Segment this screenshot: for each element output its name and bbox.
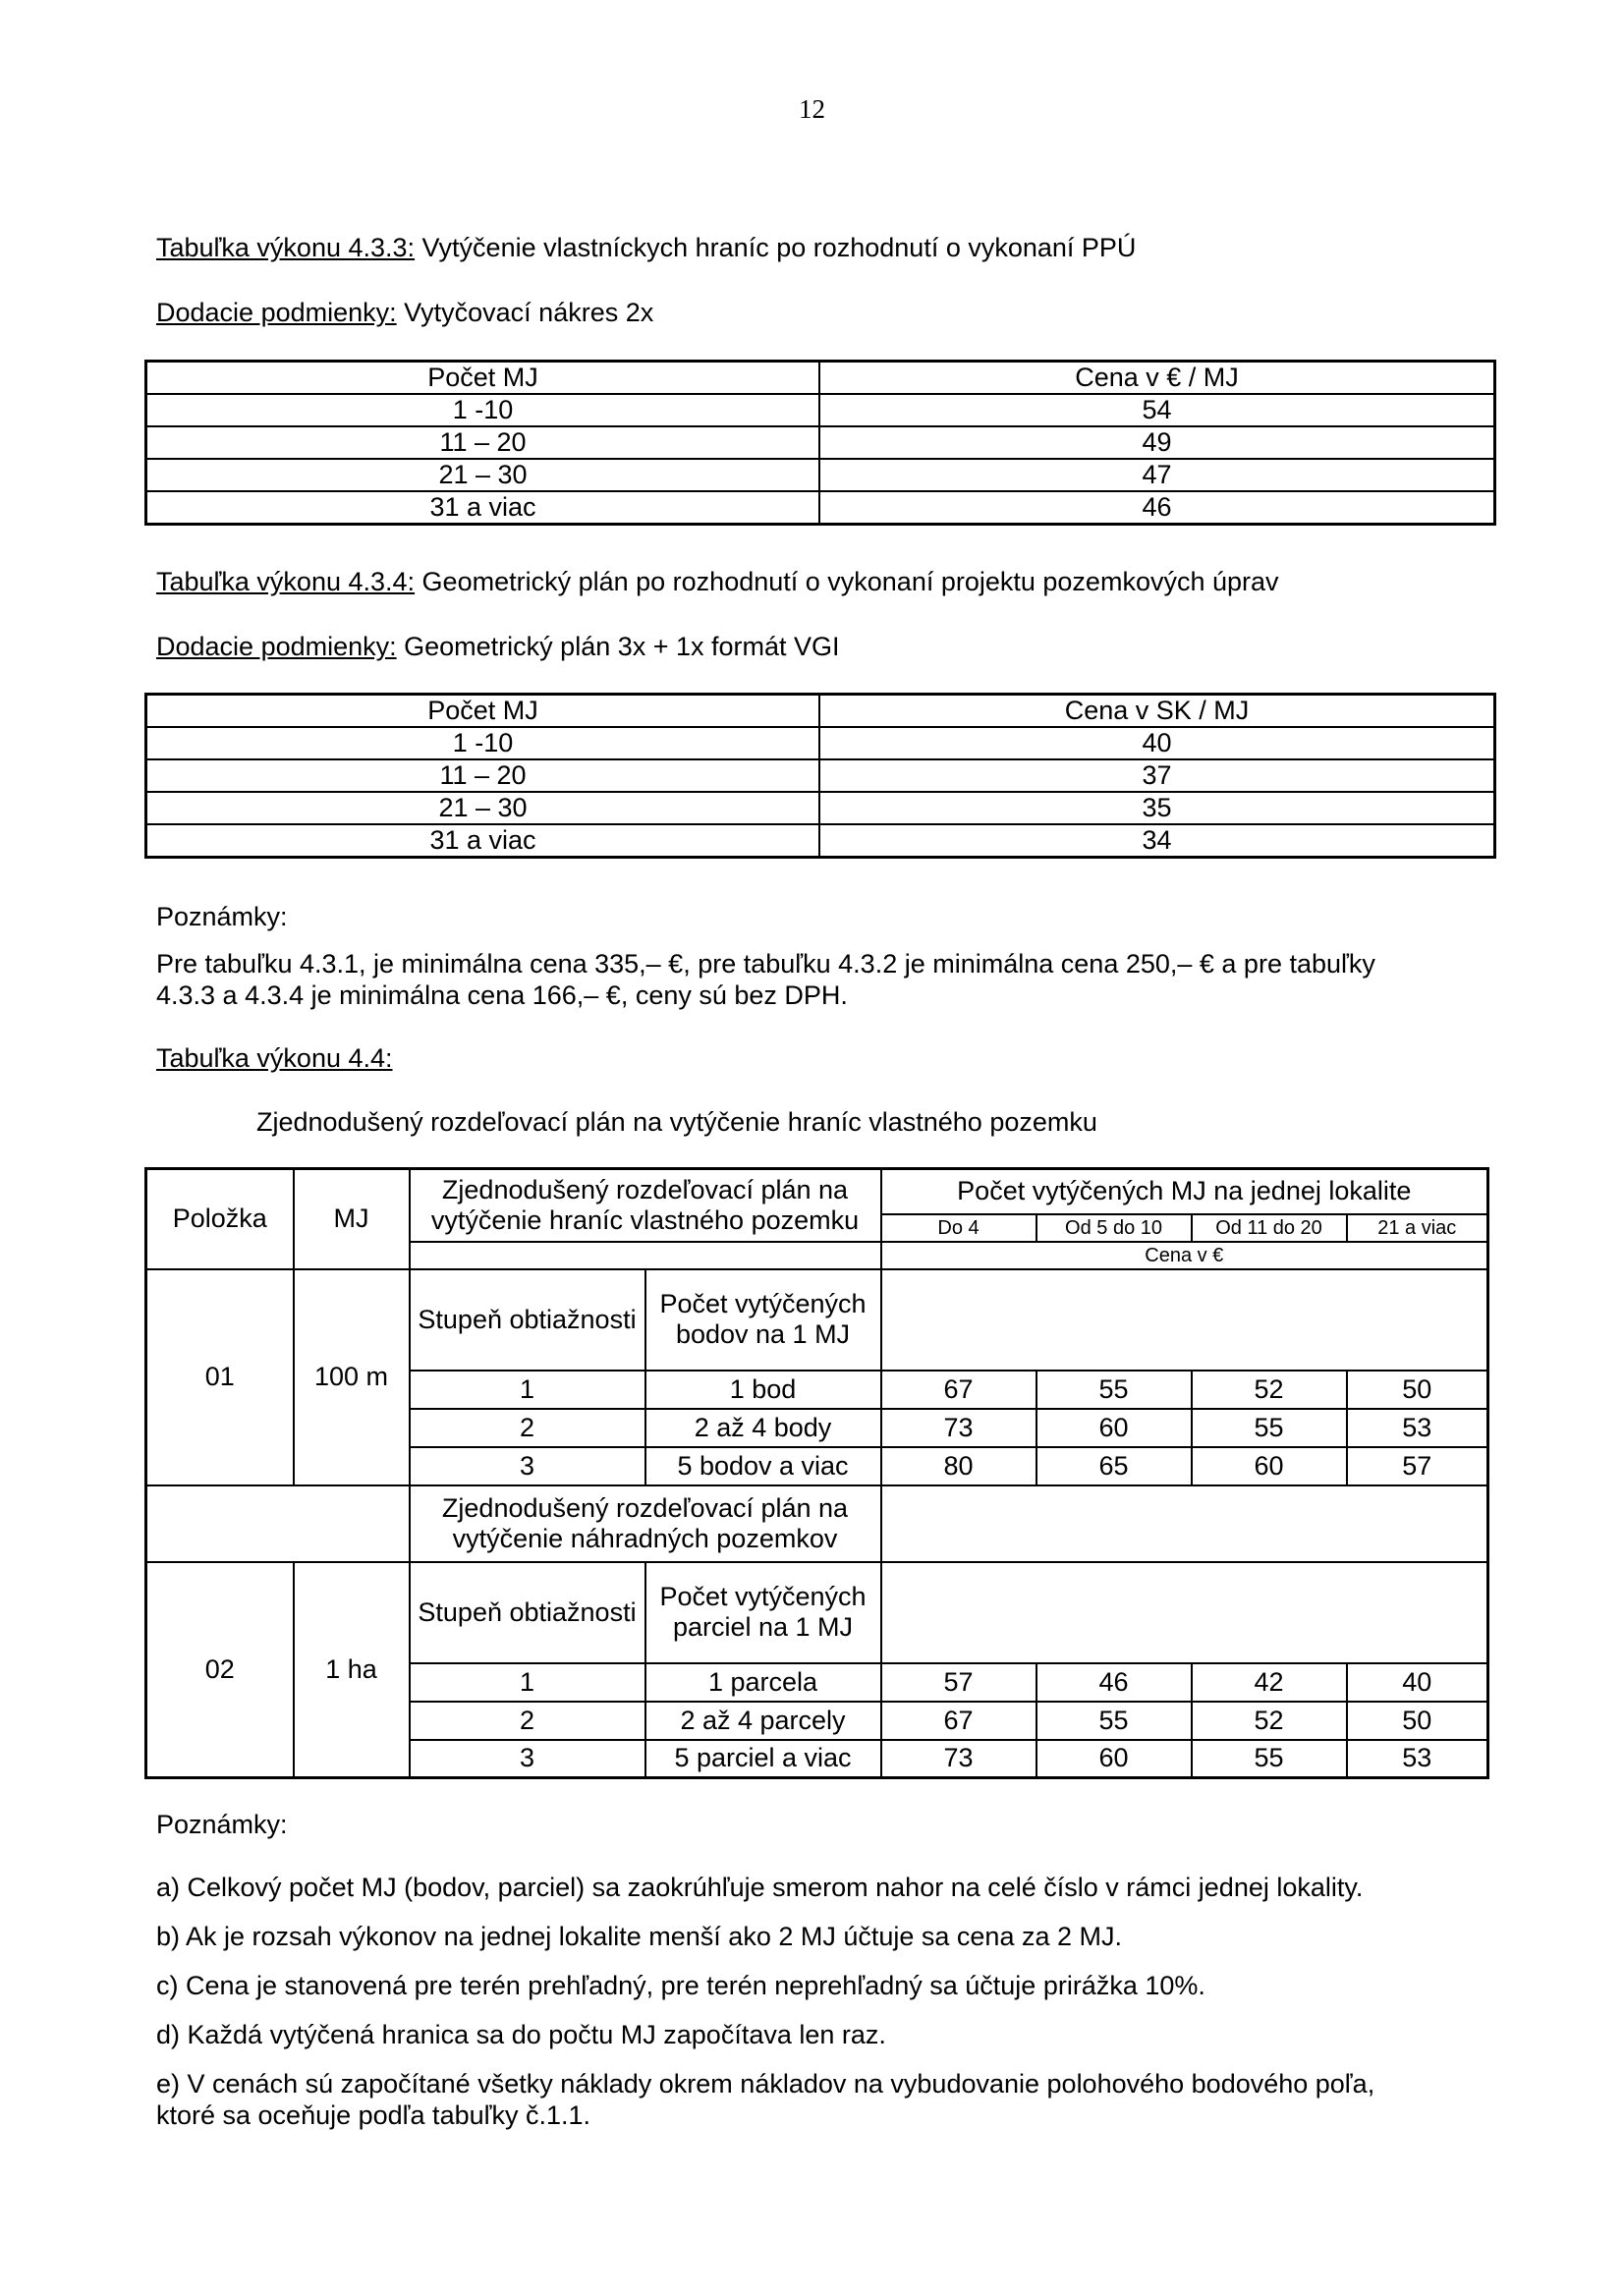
price-cell: 46 <box>819 491 1495 525</box>
header-mj: MJ <box>294 1169 410 1269</box>
table-row <box>146 727 1495 759</box>
count-cell: 21 – 30 <box>146 792 820 824</box>
table-4-3-3-title <box>156 232 1136 263</box>
price-cell: 52 <box>1192 1702 1347 1740</box>
table-4-3-4-title-text: Geometrický plán po rozhodnutí o vykonaní projektu pozemkových úprav <box>415 567 1279 596</box>
difficulty-header: Stupeň obtiažnosti <box>410 1269 645 1371</box>
count-cell: 1 -10 <box>146 394 820 426</box>
price-cell: 37 <box>819 759 1495 792</box>
price-cell: 42 <box>1192 1663 1347 1702</box>
table-row <box>146 459 1495 491</box>
difficulty-cell: 3 <box>410 1740 645 1778</box>
delivery-conditions-text: Vytyčovací nákres 2x <box>396 298 654 327</box>
delivery-conditions-1 <box>156 297 653 328</box>
table-row <box>146 426 1495 459</box>
price-cell: 40 <box>819 727 1495 759</box>
header-blank <box>410 1242 881 1269</box>
price-cell: 67 <box>881 1702 1036 1740</box>
count-cell: 11 – 20 <box>146 426 820 459</box>
price-cell: 54 <box>819 394 1495 426</box>
price-cell: 73 <box>881 1740 1036 1778</box>
range-11-20: Od 11 do 20 <box>1192 1214 1347 1242</box>
price-cell: 57 <box>1347 1447 1488 1485</box>
note-b: b) Ak je rozsah výkonov na jednej lokalite menší ako 2 MJ účtuje sa cena za 2 MJ. <box>156 1922 1122 1951</box>
price-cell: 40 <box>1347 1663 1488 1702</box>
difficulty-cell: 2 <box>410 1409 645 1447</box>
price-cell: 34 <box>819 824 1495 858</box>
header-count-per-location: Počet vytýčených MJ na jednej lokalite <box>881 1169 1488 1214</box>
count-cell: 11 – 20 <box>146 759 820 792</box>
difficulty-cell: 1 <box>410 1663 645 1702</box>
price-cell: 60 <box>1192 1447 1347 1485</box>
difficulty-header: Stupeň obtiažnosti <box>410 1562 645 1663</box>
price-cell: 47 <box>819 459 1495 491</box>
table-4-3-3 <box>144 360 1496 526</box>
price-cell: 52 <box>1192 1371 1347 1409</box>
parcels-header: Počet vytýčených parciel na 1 MJ <box>645 1562 881 1663</box>
table-4-3-3-title-text: Vytýčenie vlastníckych hraníc po rozhodnutí o vykonaní PPÚ <box>415 233 1137 262</box>
note-a: a) Celkový počet MJ (bodov, parciel) sa zaokrúhľuje smerom nahor na celé číslo v rámci jednej lokality. <box>156 1873 1364 1902</box>
price-cell: 49 <box>819 426 1495 459</box>
table-row <box>146 759 1495 792</box>
points-cell: 2 až 4 body <box>645 1409 881 1447</box>
header-description: Zjednodušený rozdeľovací plán na vytýčenie hraníc vlastného pozemku <box>410 1169 881 1242</box>
page-number: 12 <box>799 94 825 124</box>
table-row <box>146 792 1495 824</box>
notes-heading-1: Poznámky: <box>156 902 288 931</box>
header-count: Počet MJ <box>146 695 820 728</box>
count-cell: 31 a viac <box>146 824 820 858</box>
empty-cell <box>881 1269 1488 1371</box>
parcels-cell: 2 až 4 parcely <box>645 1702 881 1740</box>
empty-cell <box>881 1562 1488 1663</box>
header-count: Počet MJ <box>146 362 820 395</box>
table-4-3-4-title <box>156 566 1279 597</box>
price-cell: 73 <box>881 1409 1036 1447</box>
price-cell: 53 <box>1347 1409 1488 1447</box>
table-4-4-title <box>156 1042 393 1074</box>
substitute-plots-description: Zjednodušený rozdeľovací plán na vytýčenie náhradných pozemkov <box>410 1485 881 1562</box>
note-minimum-price-line2: 4.3.3 a 4.3.4 je minimálna cena 166,– €, ceny sú bez DPH. <box>156 980 848 1010</box>
table-header-row <box>146 1169 1488 1214</box>
price-cell: 55 <box>1192 1740 1347 1778</box>
price-cell: 65 <box>1036 1447 1192 1485</box>
price-cell: 46 <box>1036 1663 1192 1702</box>
price-cell: 50 <box>1347 1702 1488 1740</box>
note-c: c) Cena je stanovená pre terén prehľadný, pre terén neprehľadný sa účtuje prirážka 10%. <box>156 1971 1205 2000</box>
table-header-row <box>146 695 1495 728</box>
polozka-cell: 02 <box>146 1562 294 1778</box>
delivery-conditions-2 <box>156 631 840 662</box>
table-row <box>146 1269 1488 1371</box>
table-4-3-3-label: Tabuľka výkonu 4.3.3: <box>156 233 416 262</box>
range-5-10: Od 5 do 10 <box>1036 1214 1192 1242</box>
table-row <box>146 491 1495 525</box>
mj-cell: 1 ha <box>294 1562 410 1778</box>
count-cell: 21 – 30 <box>146 459 820 491</box>
mj-cell: 100 m <box>294 1269 410 1485</box>
table-4-4-subtitle: Zjednodušený rozdeľovací plán na vytýčenie hraníc vlastného pozemku <box>256 1107 1097 1137</box>
range-do-4: Do 4 <box>881 1214 1036 1242</box>
points-header: Počet vytýčených bodov na 1 MJ <box>645 1269 881 1371</box>
difficulty-cell: 3 <box>410 1447 645 1485</box>
delivery-conditions-label: Dodacie podmienky: <box>156 632 397 661</box>
header-price: Cena v SK / MJ <box>819 695 1495 728</box>
empty-cell <box>881 1485 1488 1562</box>
count-cell: 31 a viac <box>146 491 820 525</box>
price-cell: 60 <box>1036 1740 1192 1778</box>
price-cell: 67 <box>881 1371 1036 1409</box>
note-d: d) Každá vytýčená hranica sa do počtu MJ započítava len raz. <box>156 2020 886 2049</box>
price-cell: 55 <box>1036 1702 1192 1740</box>
difficulty-cell: 1 <box>410 1371 645 1409</box>
price-cell: 53 <box>1347 1740 1488 1778</box>
price-cell: 57 <box>881 1663 1036 1702</box>
table-row <box>146 394 1495 426</box>
price-cell: 50 <box>1347 1371 1488 1409</box>
empty-cell <box>146 1485 410 1562</box>
price-cell: 55 <box>1192 1409 1347 1447</box>
count-cell: 1 -10 <box>146 727 820 759</box>
price-cell: 60 <box>1036 1409 1192 1447</box>
delivery-conditions-label: Dodacie podmienky: <box>156 298 397 327</box>
delivery-conditions-text: Geometrický plán 3x + 1x formát VGI <box>396 632 840 661</box>
points-cell: 5 bodov a viac <box>645 1447 881 1485</box>
table-header-row <box>146 362 1495 395</box>
parcels-cell: 5 parciel a viac <box>645 1740 881 1778</box>
note-minimum-price-line1: Pre tabuľku 4.3.1, je minimálna cena 335,– €, pre tabuľku 4.3.2 je minimálna cena 250,– € a pre tabuľky <box>156 949 1375 979</box>
note-e-line2: ktoré sa oceňuje podľa tabuľky č.1.1. <box>156 2100 591 2130</box>
polozka-cell: 01 <box>146 1269 294 1485</box>
parcels-cell: 1 parcela <box>645 1663 881 1702</box>
notes-heading-2: Poznámky: <box>156 1810 288 1839</box>
header-price-unit: Cena v € <box>881 1242 1488 1269</box>
header-price: Cena v € / MJ <box>819 362 1495 395</box>
table-4-3-4-label: Tabuľka výkonu 4.3.4: <box>156 567 416 596</box>
price-cell: 35 <box>819 792 1495 824</box>
points-cell: 1 bod <box>645 1371 881 1409</box>
table-4-4 <box>144 1167 1489 1779</box>
table-4-3-4 <box>144 693 1496 859</box>
table-row <box>146 824 1495 858</box>
table-row <box>146 1562 1488 1663</box>
note-e-line1: e) V cenách sú započítané všetky náklady okrem nákladov na vybudovanie polohového bodového poľa, <box>156 2069 1375 2099</box>
header-polozka: Položka <box>146 1169 294 1269</box>
difficulty-cell: 2 <box>410 1702 645 1740</box>
price-cell: 55 <box>1036 1371 1192 1409</box>
table-4-4-label: Tabuľka výkonu 4.4: <box>156 1043 393 1073</box>
price-cell: 80 <box>881 1447 1036 1485</box>
table-row <box>146 1485 1488 1562</box>
range-21-plus: 21 a viac <box>1347 1214 1488 1242</box>
